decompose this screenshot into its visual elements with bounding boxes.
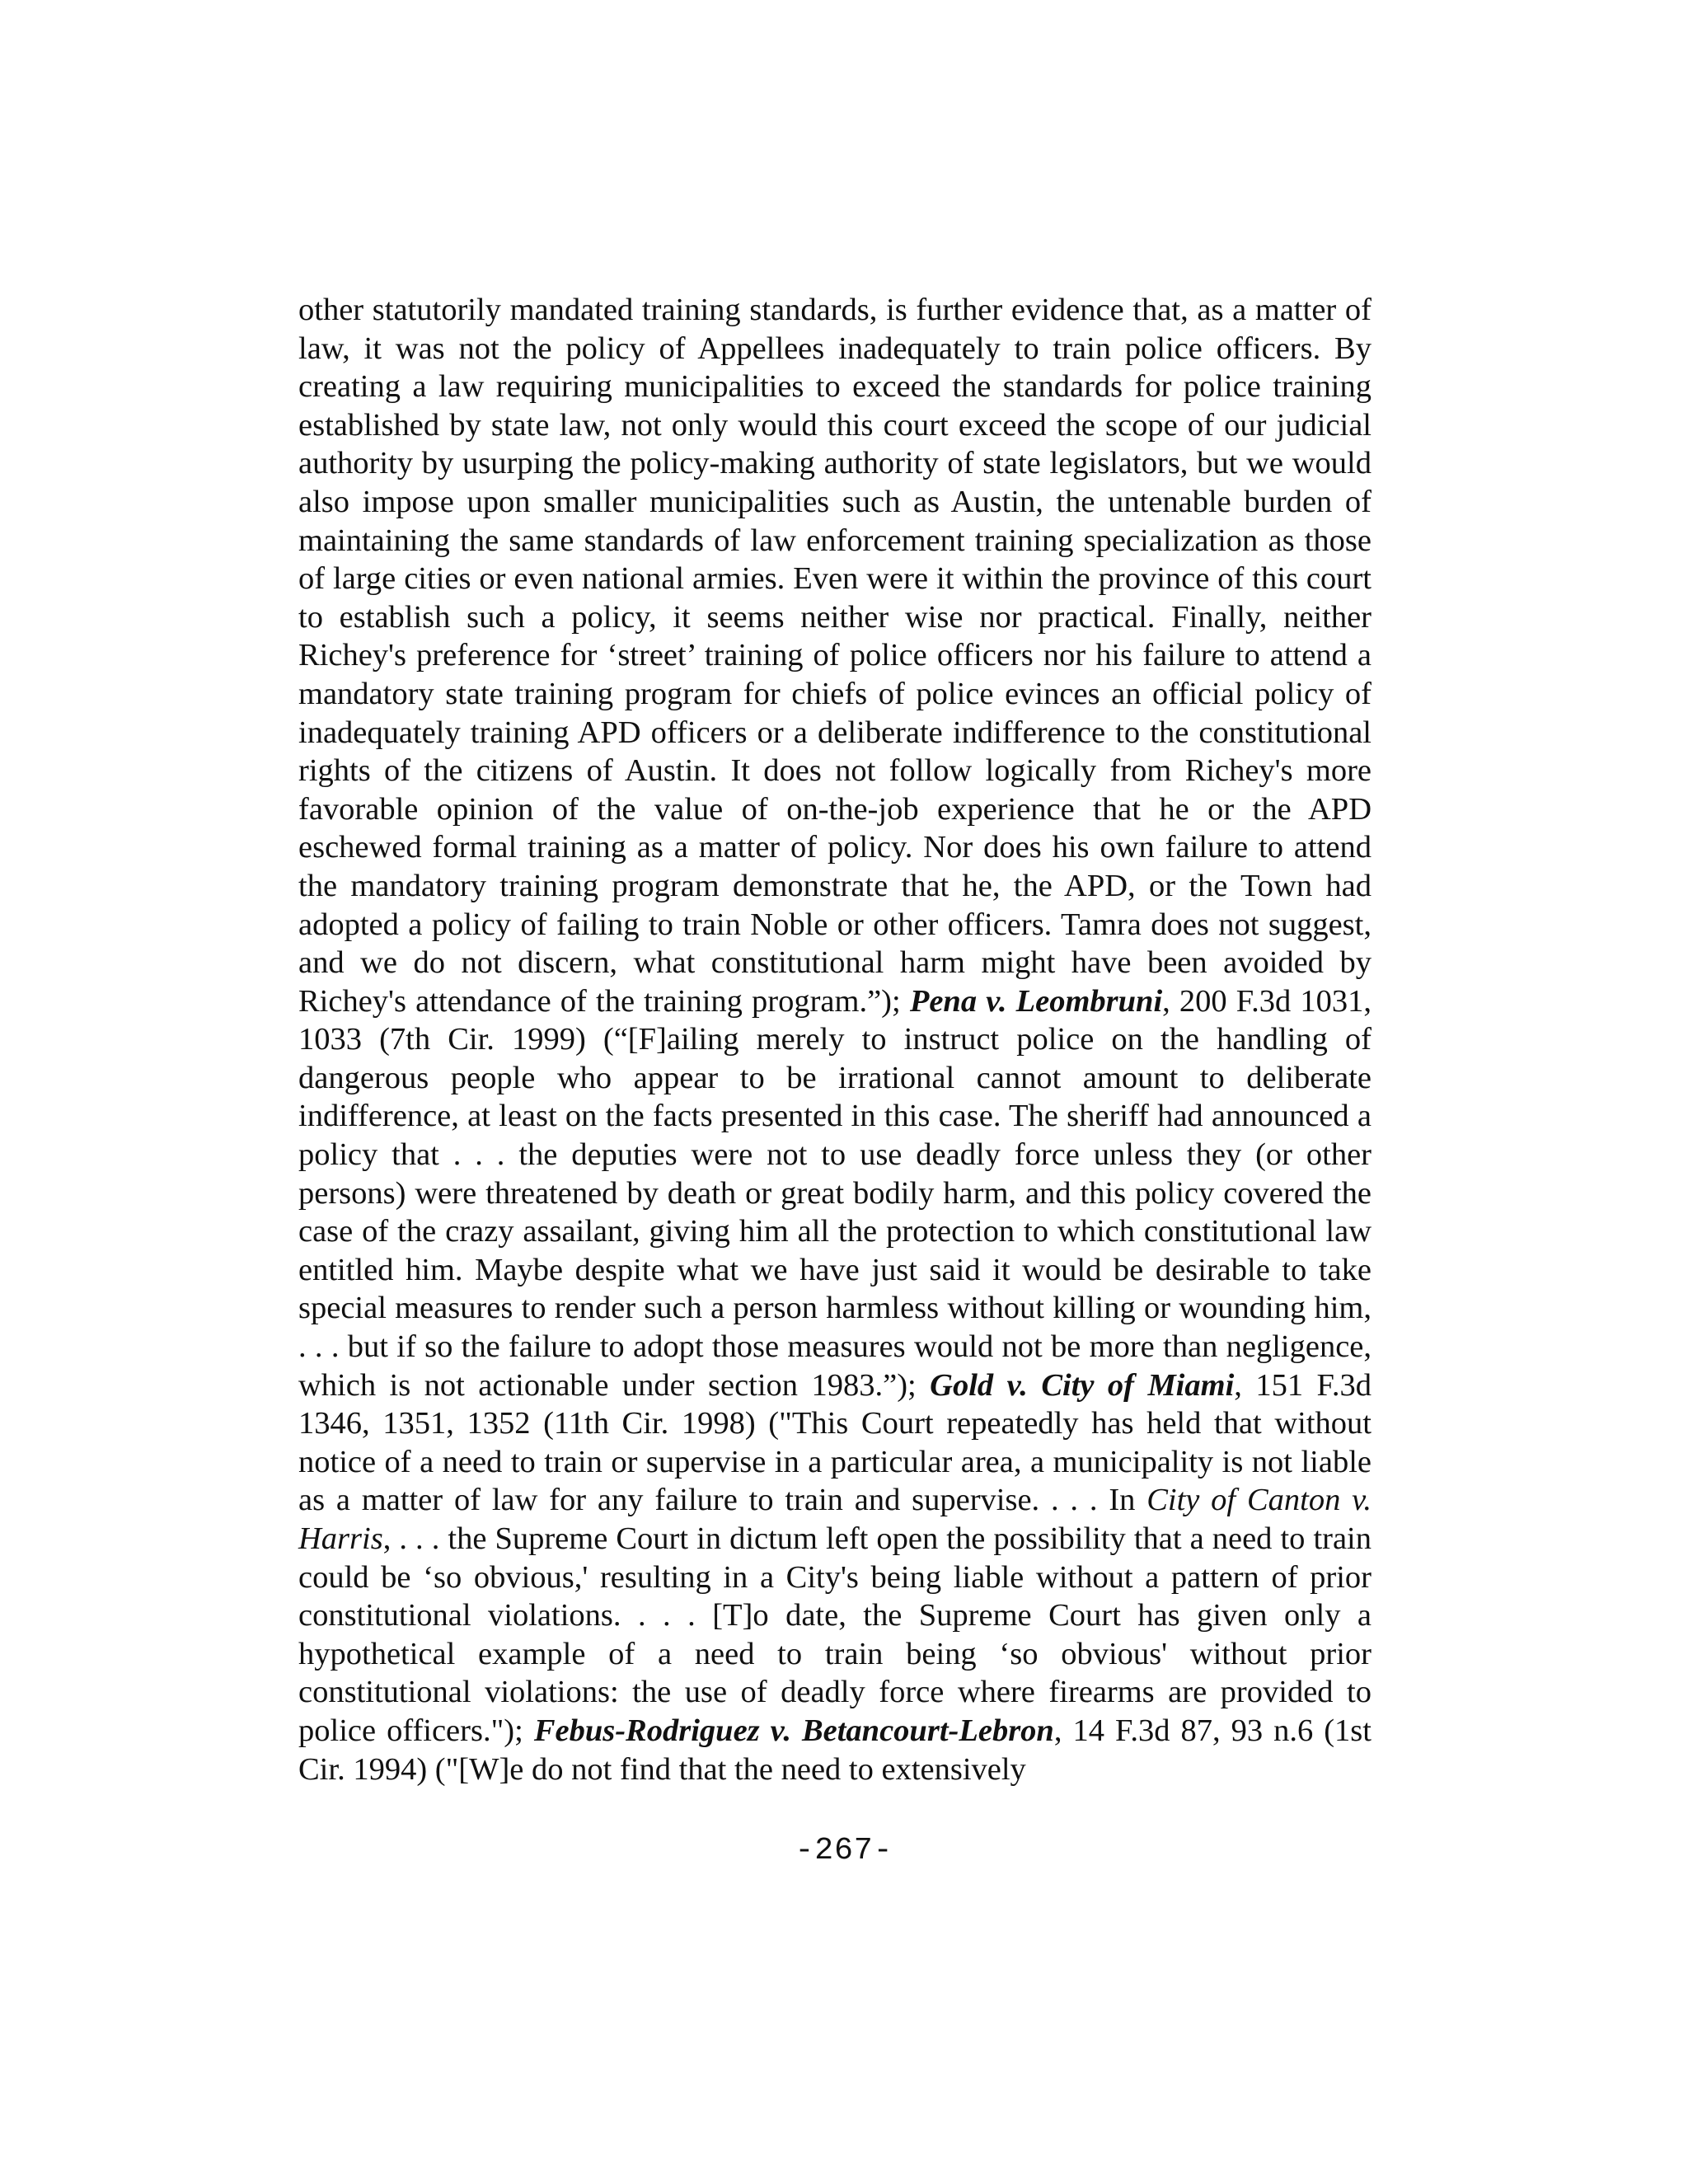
case-citation-gold: Gold v. City of Miami <box>930 1367 1235 1403</box>
body-paragraph <box>298 291 1372 1788</box>
case-citation-pena: Pena v. Leombruni <box>909 983 1163 1019</box>
text-segment: , . . . the Supreme Court in dictum left open the possibility that a need to train could be ‘so obvious,' resulting in a City's being liable without a pattern of prior constitutional violations. . . . [T]o date, the Supreme Court has given only a hypothetical example of a need to train being ‘so obvious' without prior constitutional violations: the use of deadly force where firearms are provided to police officers."); <box>298 1521 1372 1748</box>
text-segment: , 151 F.3d 1346, 1351, 1352 (11th Cir. 1998) ("This Court repeatedly has held that without notice of a need to train or supervise in a particular area, a municipality is not liable as a matter of law for any failure to train and supervise. . . . In <box>298 1367 1372 1518</box>
text-segment: other statutorily mandated training standards, is further evidence that, as a matter of law, it was not the policy of Appellees inadequately to train police officers. By creating a law requiring municipalities to exceed the standards for police training established by state law, not only would this court exceed the scope of our judicial authority by usurping the policy-making authority of state legislators, but we would also impose upon smaller municipalities such as Austin, the untenable burden of maintaining the same standards of law enforcement training specialization as those of large cities or even national armies. Even were it within the province of this court to establish such a policy, it seems neither wise nor practical. Finally, neither Richey's preference for ‘street’ training of police officers nor his failure to attend a mandatory state training program for chiefs of police evinces an official policy of inadequately training APD officers or a deliberate indifference to the constitutional rights of the citizens of Austin. It does not follow logically from Richey's more favorable opinion of the value of on-the-job experience that he or the APD eschewed formal training as a matter of policy. Nor does his own failure to attend the mandatory training program demonstrate that he, the APD, or the Town had adopted a policy of failing to train Noble or other officers. Tamra does not suggest, and we do not discern, what constitutional harm might have been avoided by Richey's attendance of the training program.”); <box>298 293 1372 1019</box>
case-citation-febus: Febus-Rodriguez v. Betancourt-Lebron <box>533 1713 1054 1748</box>
text-segment: , 200 F.3d 1031, 1033 (7th Cir. 1999) (“[F]ailing merely to instruct police on the handling of dangerous people who appear to be irrational cannot amount to deliberate indifference, at least on the facts presented in this case. The sheriff had announced a policy that . . . the deputies were not to use deadly force unless they (or other persons) were threatened by death or great bodily harm, and this policy covered the case of the crazy assailant, giving him all the protection to which constitutional law entitled him. Maybe despite what we have just said it would be desirable to take special measures to render such a person harmless without killing or wounding him, . . . but if so the failure to adopt those measures would not be more than negligence, which is not actionable under section 1983.”); <box>298 983 1372 1403</box>
text-segment: , 14 F.3d 87, 93 n.6 (1st Cir. 1994) ("[W]e do not find that the need to extensively <box>298 1713 1372 1787</box>
page-number: -267- <box>795 1833 893 1868</box>
case-citation-canton: City of Canton v. Harris <box>298 1483 1372 1556</box>
